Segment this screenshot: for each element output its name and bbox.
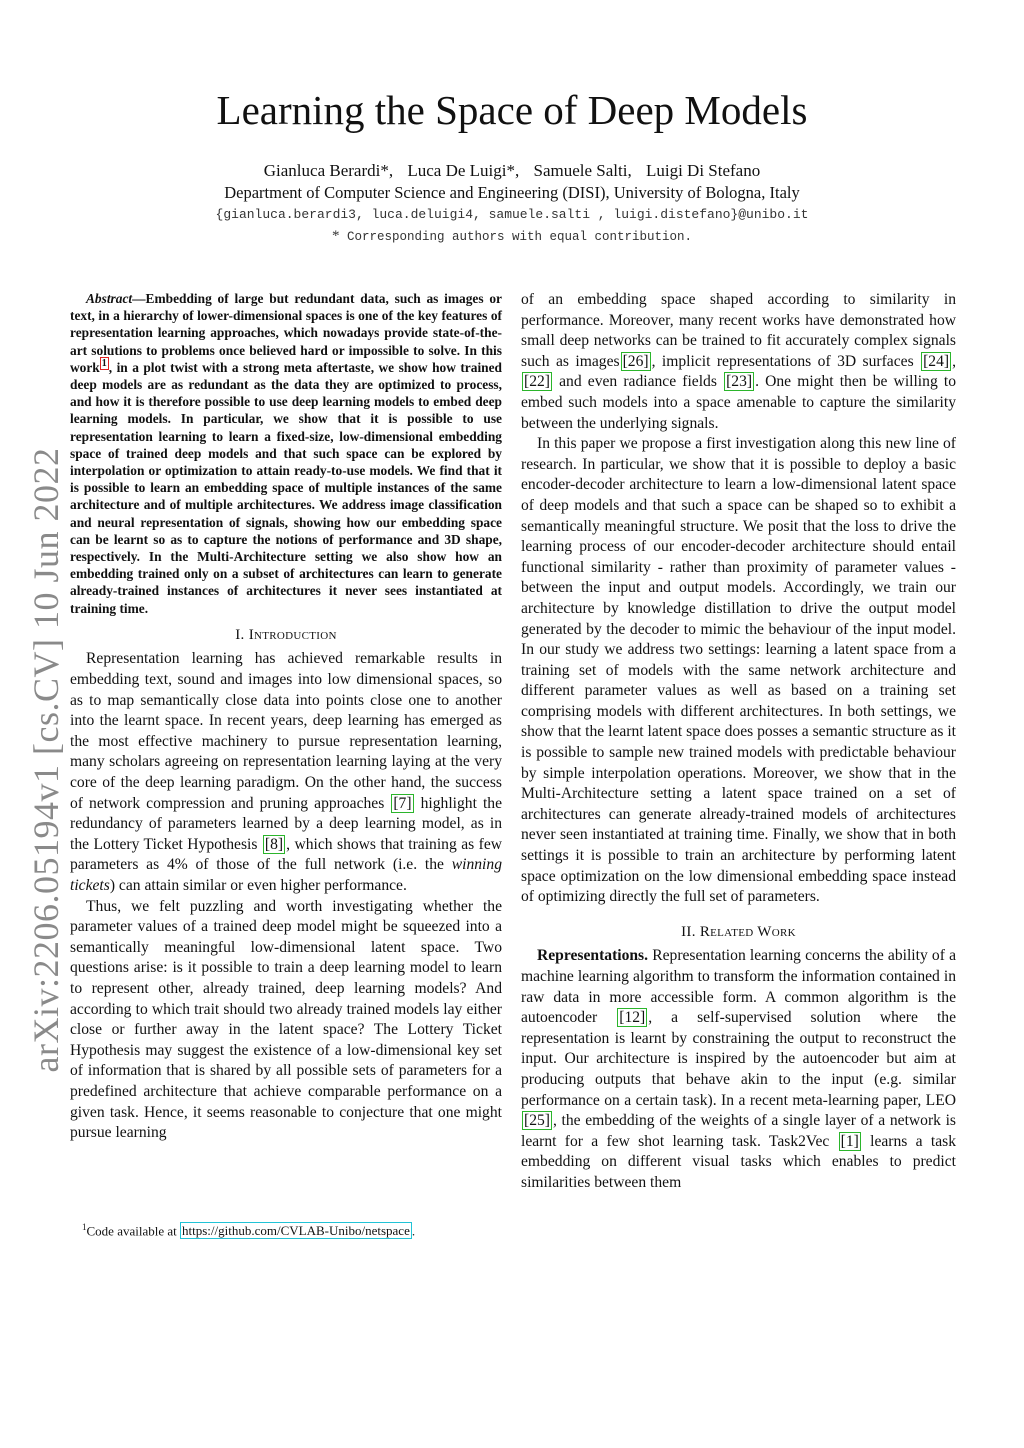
code-url-link[interactable]: https://github.com/CVLAB-Unibo/netspace bbox=[182, 1223, 410, 1239]
right-column bbox=[521, 290, 956, 1194]
paragraph-heading: Representations. bbox=[537, 947, 649, 965]
text-run: ) can attain similar or even higher performance. bbox=[109, 876, 407, 894]
citation-number: 26 bbox=[627, 352, 644, 370]
paragraph: Thus, we felt puzzling and worth investigating whether the parameter values of a trained deep model might be squeezed into a semantically meaningful low-dimensional latent space. Two questions arise: is it possible to train a deep learning model to learn to represent other, already trained, deep learning models? And according to which trait should two already trained models lay either close or further away in the latent space? The Lottery Ticket Hypothesis may suggest the existence of a low-dimensional key set of information that is shared by all possible sets of parameters for a predefined architecture that achieve comparable performance on a given task. Hence, it seems reasonable to conjecture that one might pursue learning bbox=[70, 897, 502, 1142]
corresponding-text: Corresponding authors with equal contribution. bbox=[346, 230, 693, 244]
author: Luca De Luigi*, bbox=[407, 161, 520, 180]
section-number: II. bbox=[681, 923, 696, 940]
citation-number: 12 bbox=[624, 1009, 641, 1027]
author: Samuele Salti, bbox=[533, 161, 632, 180]
abstract-dash: — bbox=[132, 291, 146, 306]
footnote-end: . bbox=[411, 1223, 416, 1239]
citation-number: 24 bbox=[928, 352, 944, 370]
paper-title: Learning the Space of Deep Models bbox=[216, 87, 808, 133]
author-emails: {gianluca.berardi3, luca.deluigi4, samuele.salti , luigi.distefano}@unibo.it bbox=[215, 207, 809, 222]
citation-link[interactable]: [26] bbox=[622, 352, 649, 370]
text-run: and even radiance fields bbox=[559, 373, 717, 391]
section-number: I. bbox=[235, 626, 245, 643]
citation-number: 1 bbox=[845, 1132, 854, 1150]
citation-link[interactable]: [25] bbox=[524, 1112, 550, 1130]
text-run: learns a task embedding on different visual tasks which enables to predict similarities between them bbox=[521, 1132, 956, 1191]
author: Luigi Di Stefano bbox=[645, 161, 761, 180]
citation-link[interactable]: [23] bbox=[726, 373, 753, 391]
citation-number: 22 bbox=[529, 373, 545, 391]
section-title: Introduction bbox=[248, 626, 337, 643]
emphasis: winning tickets bbox=[70, 856, 502, 894]
citation-number: 25 bbox=[529, 1112, 545, 1130]
author-list bbox=[0, 160, 1024, 182]
paragraph bbox=[70, 649, 502, 896]
citation-number: 23 bbox=[731, 373, 747, 391]
section-heading-introduction bbox=[70, 625, 502, 646]
abstract-text: Embedding of large but redundant data, such as images or text, in a hierarchy of lower-dimensional spaces is one of the key features of representation learning approaches, which nowadays provide state-of-the-art solutions to problems once believed hard or impossible to solve. In this work bbox=[70, 291, 502, 375]
footnote-link[interactable]: 1 bbox=[101, 358, 107, 370]
abstract-label: Abstract bbox=[86, 291, 133, 306]
text-run: , which shows that training as few parameters as 4% of those of the full network (i.e. the bbox=[70, 835, 503, 874]
citation-number: 7 bbox=[398, 794, 407, 812]
left-column bbox=[70, 290, 502, 1144]
abstract-text: , in a plot twist with a strong meta aftertaste, we show how trained deep models are as redundant as the data they are optimized to process, and how it is therefore possible to use deep learning models to embed deep learning models. In particular, we show that it is possible to use representation learning to learn a fixed-size, low-dimensional embedding space of trained deep models and that such space can be explored by interpolation or optimization to attain ready-to-use models. We find that it is possible to learn an embedding space of multiple instances of the same architecture and of multiple architectures. We address image classification and neural representation of signals, showing how our embedding space can be learnt so as to capture the notions of performance and 3D shape, respectively. In the Multi-Architecture setting we also show how an embedding trained only on a subset of architectures can learn to generate already-trained instances of architectures it never sees instantiated at training time. bbox=[70, 359, 502, 616]
corresponding-note bbox=[0, 227, 1024, 246]
footnote-mark: 1 bbox=[82, 1222, 87, 1232]
text-run: highlight the redundancy of parameters learned by a deep learning model, as in the Lottery Ticket Hypothesis bbox=[70, 794, 503, 853]
citation-link[interactable]: [1] bbox=[840, 1132, 859, 1150]
paragraph bbox=[521, 946, 956, 1193]
paragraph bbox=[521, 290, 956, 434]
text-run: , a self-supervised solution where the representation is learnt by constraining the output to reconstruct the input. Our architecture is inspired by the autoencoder but aim at producing outputs that behave akin to the input (e.g. similar performance on a certain task). In a recent meta-learning paper, LEO bbox=[521, 1009, 956, 1109]
citation-link[interactable]: [22] bbox=[524, 373, 550, 391]
citation-link[interactable]: [24] bbox=[923, 352, 950, 370]
affiliation: Department of Computer Science and Engineering (DISI), University of Bologna, Italy bbox=[224, 183, 800, 202]
text-run: of an embedding space shaped according to similarity in performance. Moreover, many recent works have demonstrated how small deep networks can be trained to fit accurately complex signals such as images bbox=[521, 291, 956, 370]
text-run: . One might then be willing to embed such models into a space amenable to capture the similarity between the underlying signals. bbox=[521, 373, 956, 432]
author: Gianluca Berardi*, bbox=[263, 161, 394, 180]
footnote bbox=[70, 1219, 502, 1239]
abstract bbox=[70, 290, 502, 617]
corresponding-star: * bbox=[331, 228, 340, 244]
citation-link[interactable]: [12] bbox=[619, 1009, 646, 1027]
text-run: Representation learning has achieved remarkable results in embedding text, sound and images into low dimensional spaces, so as to map semantically close data into points close one to another into the learnt space. In recent years, deep learning has emerged as the most effective machinery to pursue representation learning, many scholars agreeing on representation learning laying at the very core of the deep learning paradigm. On the other hand, the success of network compression and pruning approaches bbox=[70, 650, 502, 812]
text-run: Representation learning concerns the ability of a machine learning algorithm to transform the information contained in raw data in more accessible form. A common algorithm is the autoencoder bbox=[521, 947, 956, 1027]
citation-number: 8 bbox=[270, 835, 278, 853]
text-run: , the embedding of the weights of a single layer of a network is learnt for a few shot learning task. Task2Vec bbox=[521, 1112, 956, 1150]
arxiv-watermark: arXiv:2206.05194v1 [cs.CV] 10 Jun 2022 bbox=[26, 447, 66, 1073]
footnote-text: Code available at bbox=[86, 1223, 177, 1239]
citation-link[interactable]: [7] bbox=[393, 794, 412, 812]
section-heading-related-work bbox=[521, 922, 956, 943]
text-run: , bbox=[952, 352, 956, 370]
section-title: Related Work bbox=[699, 923, 796, 940]
citation-link[interactable]: [8] bbox=[264, 835, 284, 853]
text-run: , implicit representations of 3D surfaces bbox=[651, 352, 914, 370]
paragraph: In this paper we propose a first investigation along this new line of research. In particular, we show that it is possible to deploy a basic encoder-decoder architecture to learn a low-dimensional latent space of deep models and that such a space can be shaped so to exhibit a semantically meaningful structure. We posit that the loss to drive the learning process of our encoder-decoder architecture should entail functional similarity - rather than proximity of parameter values - between the input and output models. Accordingly, we train our architecture by knowledge distillation to drive the output model generated by the decoder to mimic the behaviour of the input model. In our study we address two settings: learning a latent space from a training set of models with the same network architecture and different parameter values as well as based on a training set comprising models with different architectures. In both settings, we show that the learnt latent space does posses a semantic structure as it is possible to sample new trained models with predictable behaviour by simple interpolation operations. Moreover, we show that in the Multi-Architecture setting a latent space trained on a set of architectures can generate already-trained models of architectures never seen instantiated at training time. Finally, we show that in both settings it is possible to train an architecture by performing latent space optimization on the low dimensional embedding space instead of optimizing directly the full set of parameters. bbox=[521, 435, 956, 906]
